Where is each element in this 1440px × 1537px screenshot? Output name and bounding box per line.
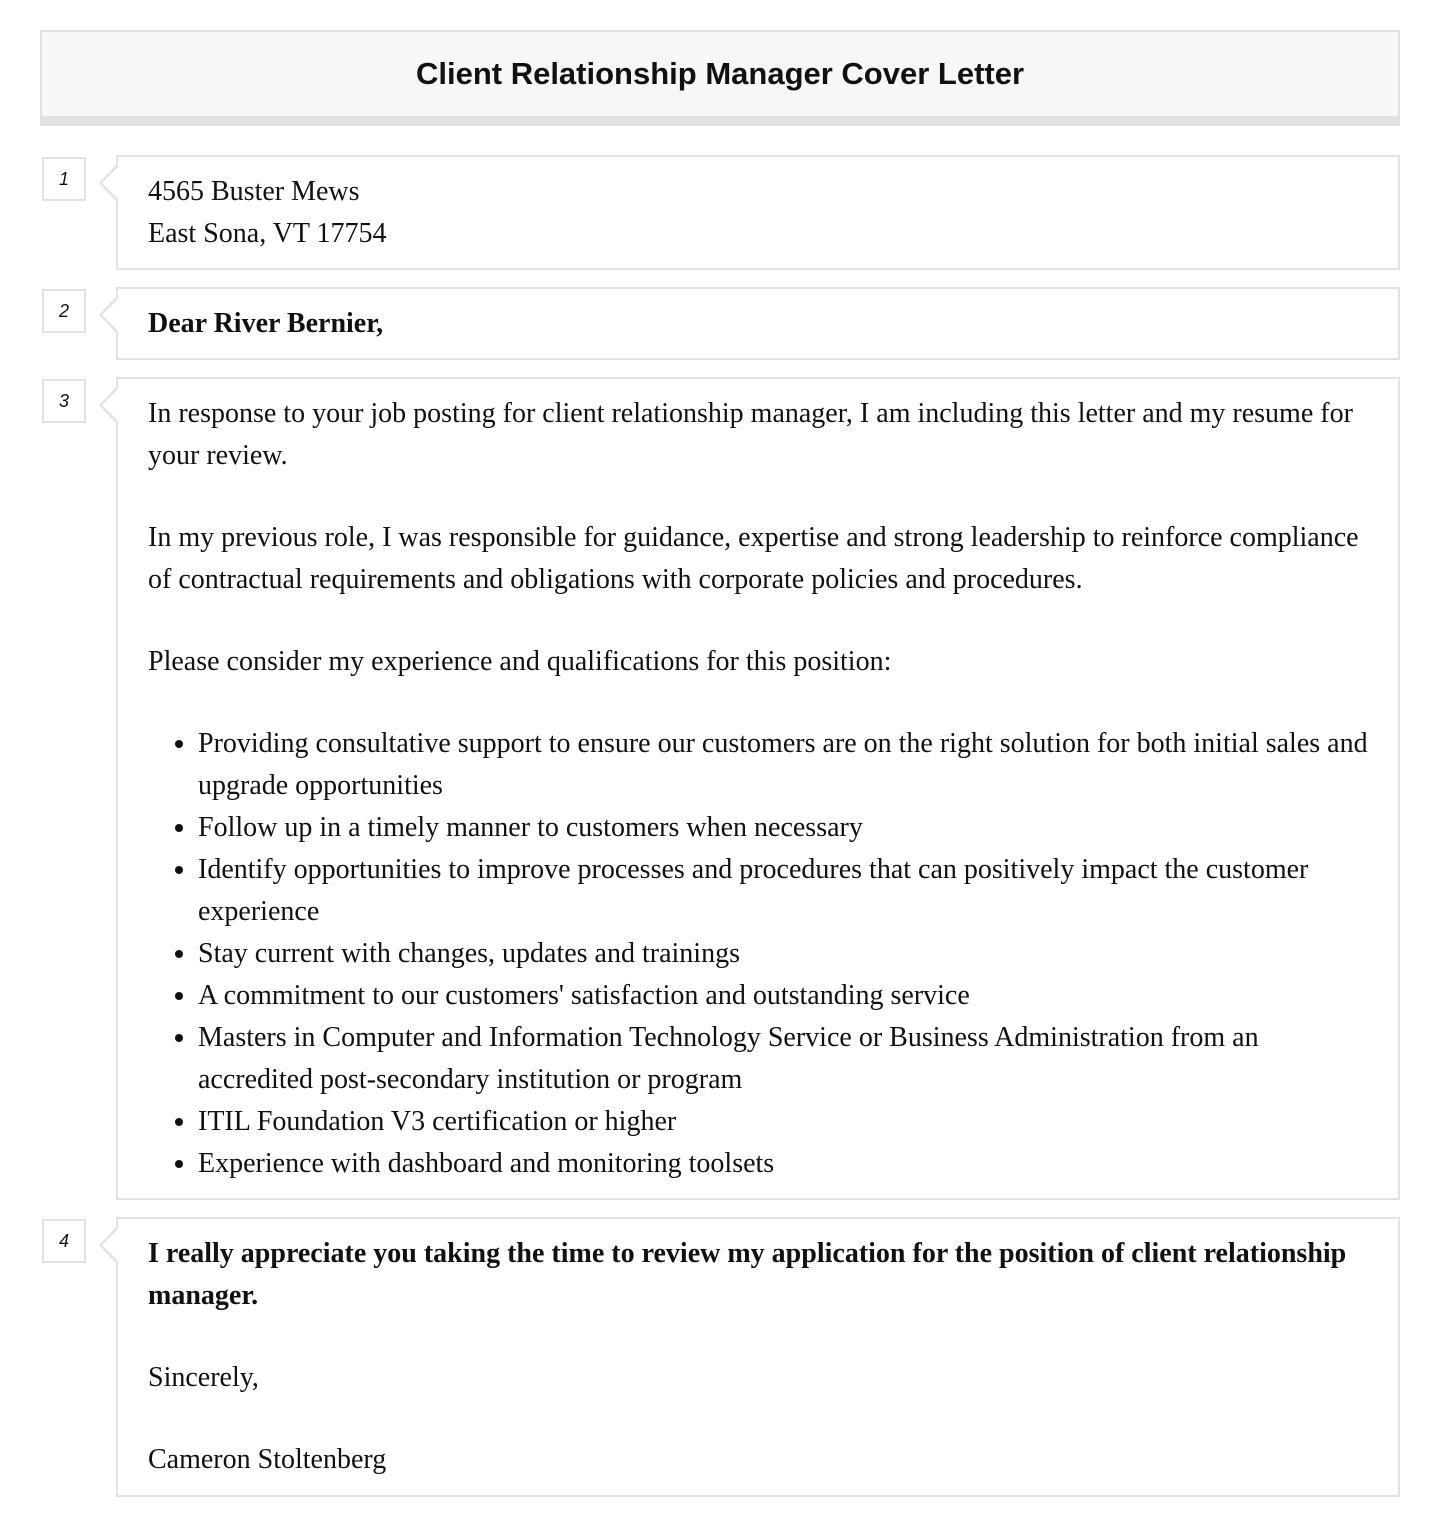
list-item: • ITIL Foundation V3 certification or higher xyxy=(198,1101,1368,1143)
closing-paragraph: I really appreciate you taking the time to review my application for the position of client relationship manager. xyxy=(148,1238,1347,1311)
section-body xyxy=(116,377,1400,1200)
list-item: • Masters in Computer and Information Technology Service or Business Administration from an accredited post-secondary institution or program xyxy=(198,1017,1368,1101)
qualifications-list xyxy=(148,723,1368,1185)
section-address xyxy=(116,155,1400,270)
list-item: • Follow up in a timely manner to customers when necessary xyxy=(198,807,1368,849)
signoff: Sincerely, xyxy=(148,1362,259,1393)
signature-name: Cameron Stoltenberg xyxy=(148,1444,387,1475)
section-closing xyxy=(116,1217,1400,1497)
list-item: • Identify opportunities to improve processes and procedures that can positively impact the customer experience xyxy=(198,849,1368,933)
address-line-1: 4565 Buster Mews xyxy=(148,176,360,207)
consider-paragraph: Please consider my experience and qualifications for this position: xyxy=(148,646,892,677)
list-item: • Experience with dashboard and monitoring toolsets xyxy=(198,1143,1368,1185)
list-item: • Providing consultative support to ensure our customers are on the right solution for both initial sales and upgrade opportunities xyxy=(198,723,1368,807)
list-item: • A commitment to our customers' satisfaction and outstanding service xyxy=(198,975,1368,1017)
greeting: Dear River Bernier, xyxy=(148,308,384,339)
section-number-3: 3 xyxy=(42,379,86,423)
title-bar xyxy=(40,30,1400,126)
section-number-2: 2 xyxy=(42,289,86,333)
page-title: Client Relationship Manager Cover Letter xyxy=(415,56,1025,91)
section-greeting xyxy=(116,287,1400,360)
section-number-4: 4 xyxy=(42,1219,86,1263)
previous-role-paragraph: In my previous role, I was responsible for guidance, expertise and strong leadership to reinforce compliance of contractual requirements and obligations with corporate policies and procedures. xyxy=(148,522,1359,595)
address-line-2: East Sona, VT 17754 xyxy=(148,218,387,249)
intro-paragraph: In response to your job posting for client relationship manager, I am including this letter and my resume for your review. xyxy=(148,398,1353,471)
section-number-1: 1 xyxy=(42,157,86,201)
list-item: • Stay current with changes, updates and trainings xyxy=(198,933,1368,975)
